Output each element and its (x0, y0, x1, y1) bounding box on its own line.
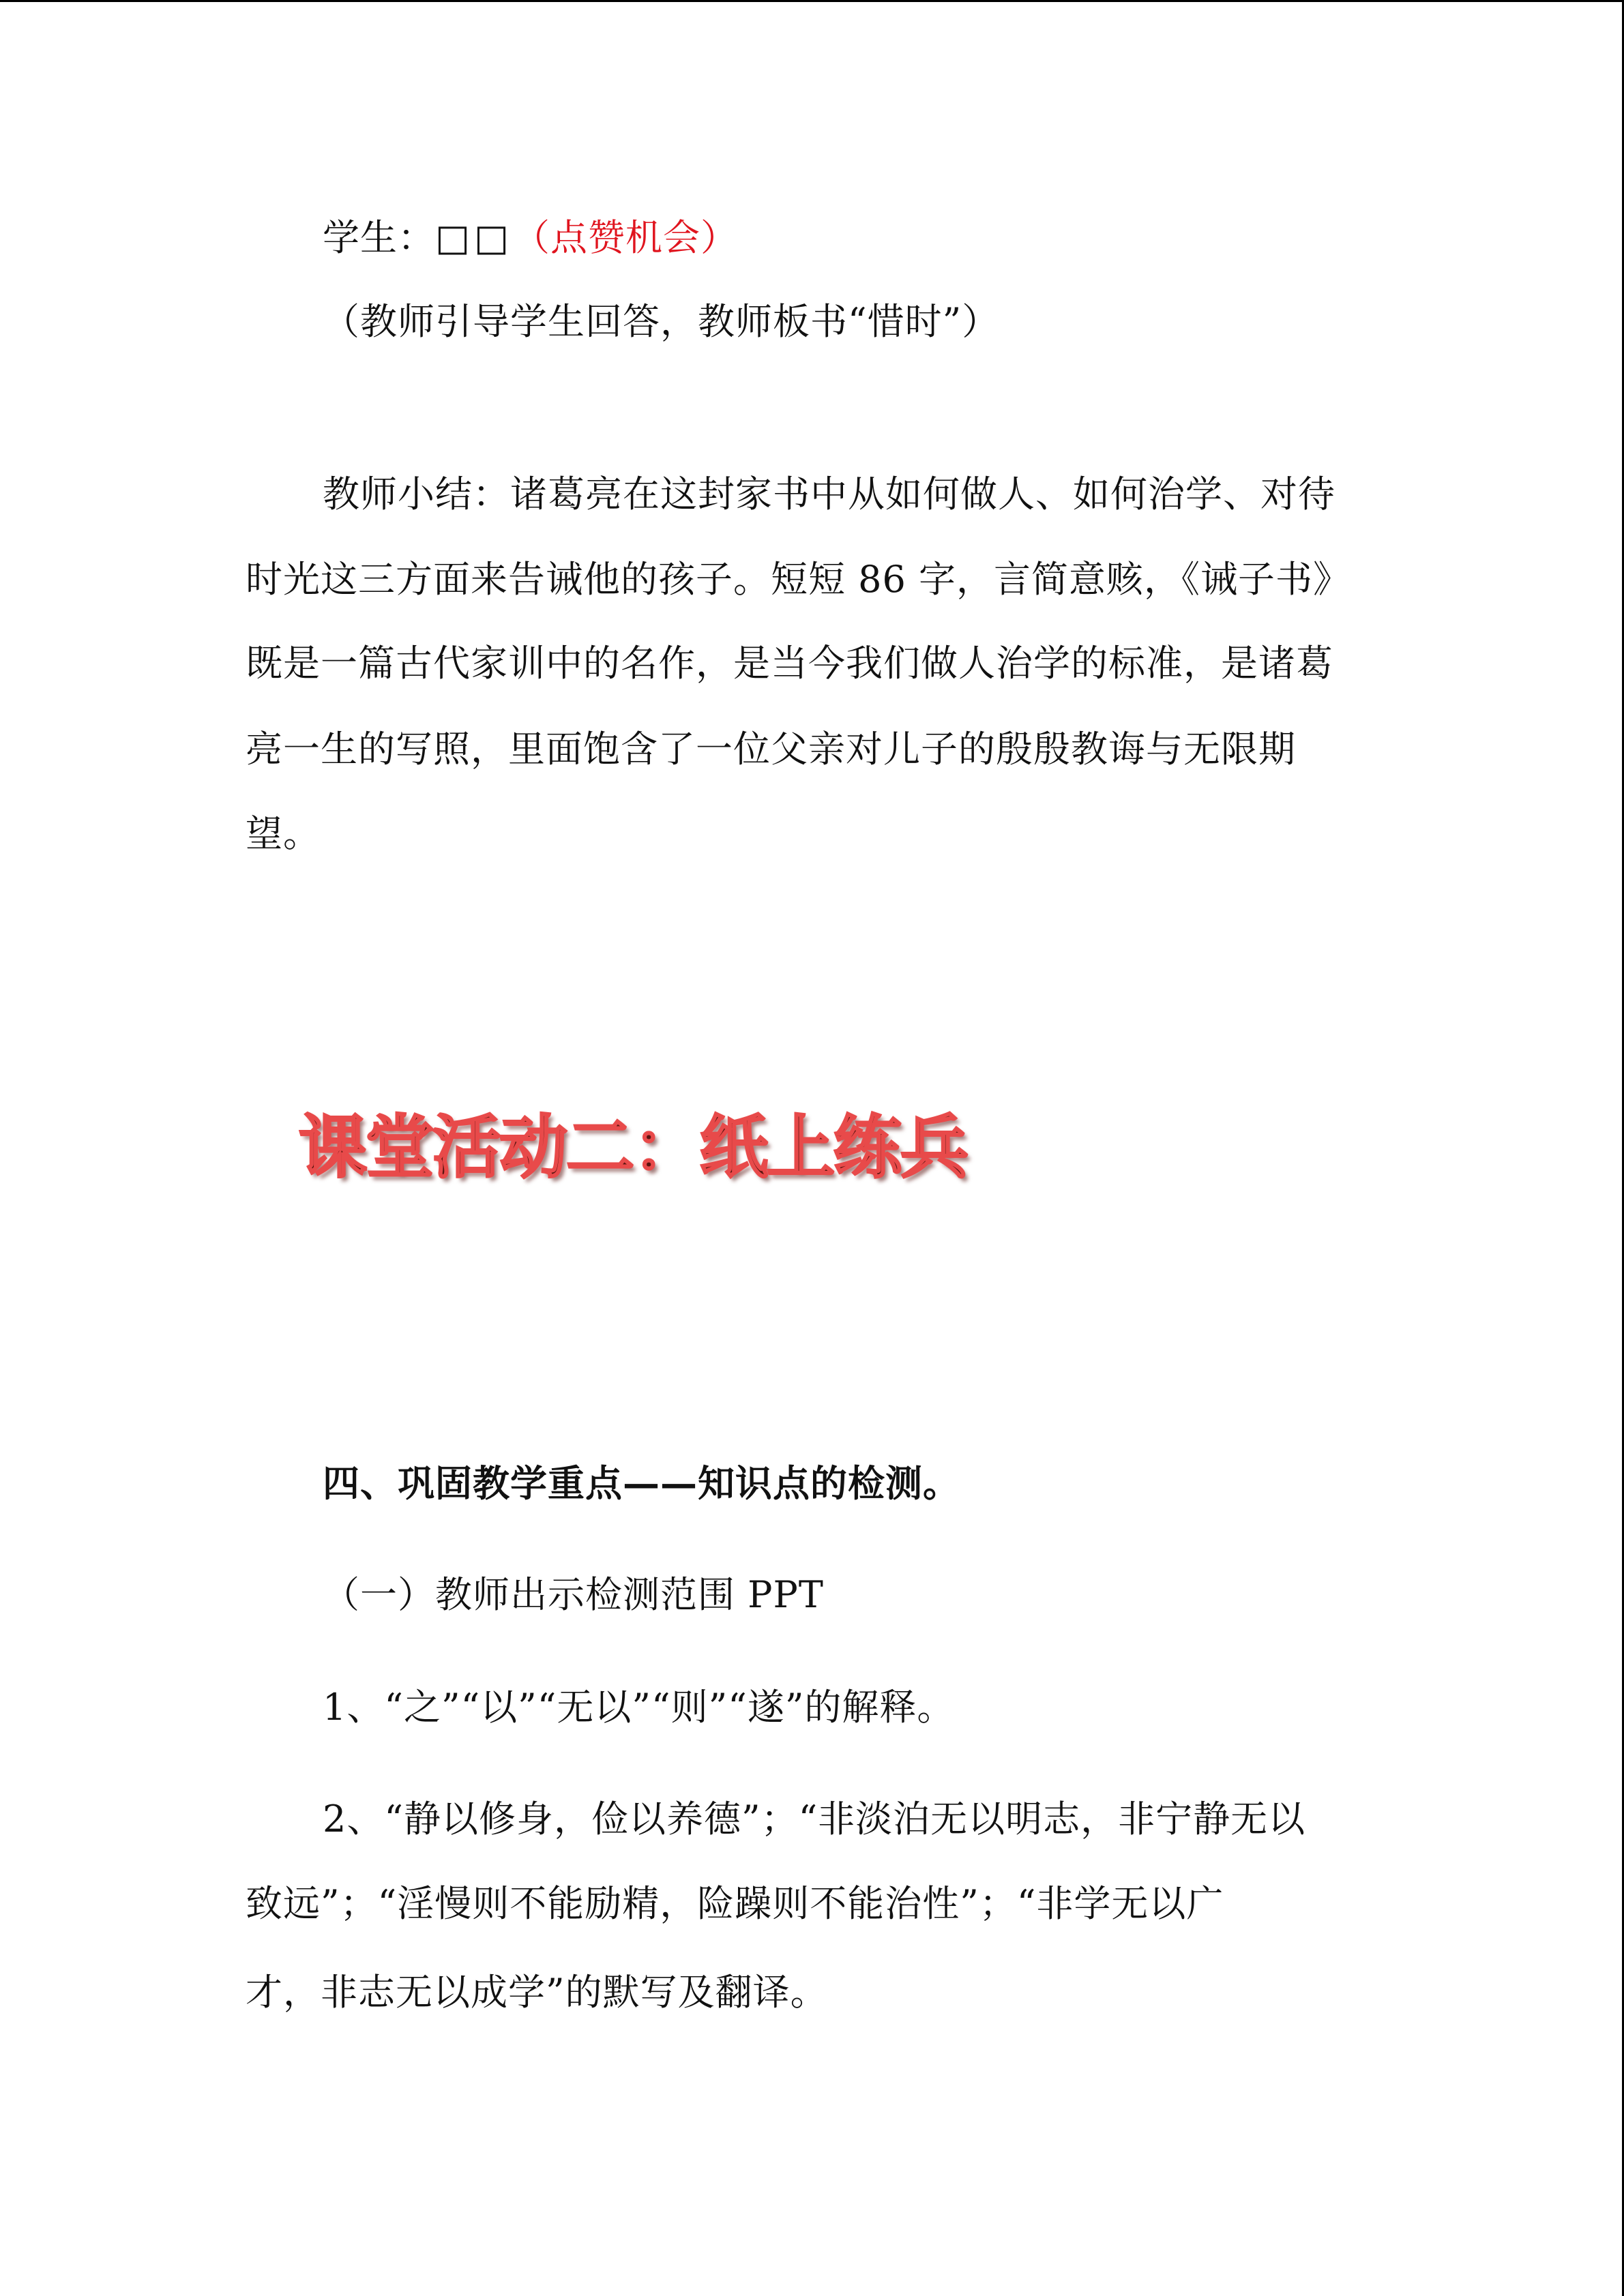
activity-title: 课堂活动二：纸上练兵 (299, 1107, 967, 1187)
summary-line-4: 亮一生的写照，里面饱含了一位父亲对儿子的殷殷教诲与无限期 (246, 728, 1296, 771)
summary-line-3: 既是一篇古代家训中的名作，是当今我们做人治学的标准，是诸葛 (246, 642, 1333, 685)
check-item-2-line-3: 才，非志无以成学”的默写及翻译。 (246, 1971, 828, 2014)
check-item-2-line-2: 致远”；“淫慢则不能励精，险躁则不能治性”；“非学无以广 (246, 1882, 1224, 1925)
check-item-2-line-1: 2、“静以修身，俭以养德”；“非淡泊无以明志，非宁静无以 (323, 1798, 1306, 1840)
praise-chance-note: （点赞机会） (513, 216, 739, 259)
section-four-subheading: （一）教师出示检测范围 PPT (323, 1573, 824, 1616)
summary-line-5: 望。 (246, 812, 321, 855)
teacher-guide-note: （教师引导学生回答，教师板书“惜时”） (323, 300, 1000, 343)
summary-line-1: 教师小结：诸葛亮在这封家书中从如何做人、如何治学、对待 (323, 473, 1335, 516)
student-label: 学生： (323, 216, 435, 259)
summary-line-2: 时光这三方面来告诫他的孩子。短短 86 字，言简意赅，《诫子书》 (246, 558, 1351, 601)
check-item-1: 1、“之”“以”“无以”“则”“遂”的解释。 (323, 1686, 955, 1729)
student-line (323, 214, 738, 262)
section-four-heading: 四、巩固教学重点——知识点的检测。 (323, 1461, 960, 1505)
answer-blank-boxes: □□ (435, 216, 514, 259)
